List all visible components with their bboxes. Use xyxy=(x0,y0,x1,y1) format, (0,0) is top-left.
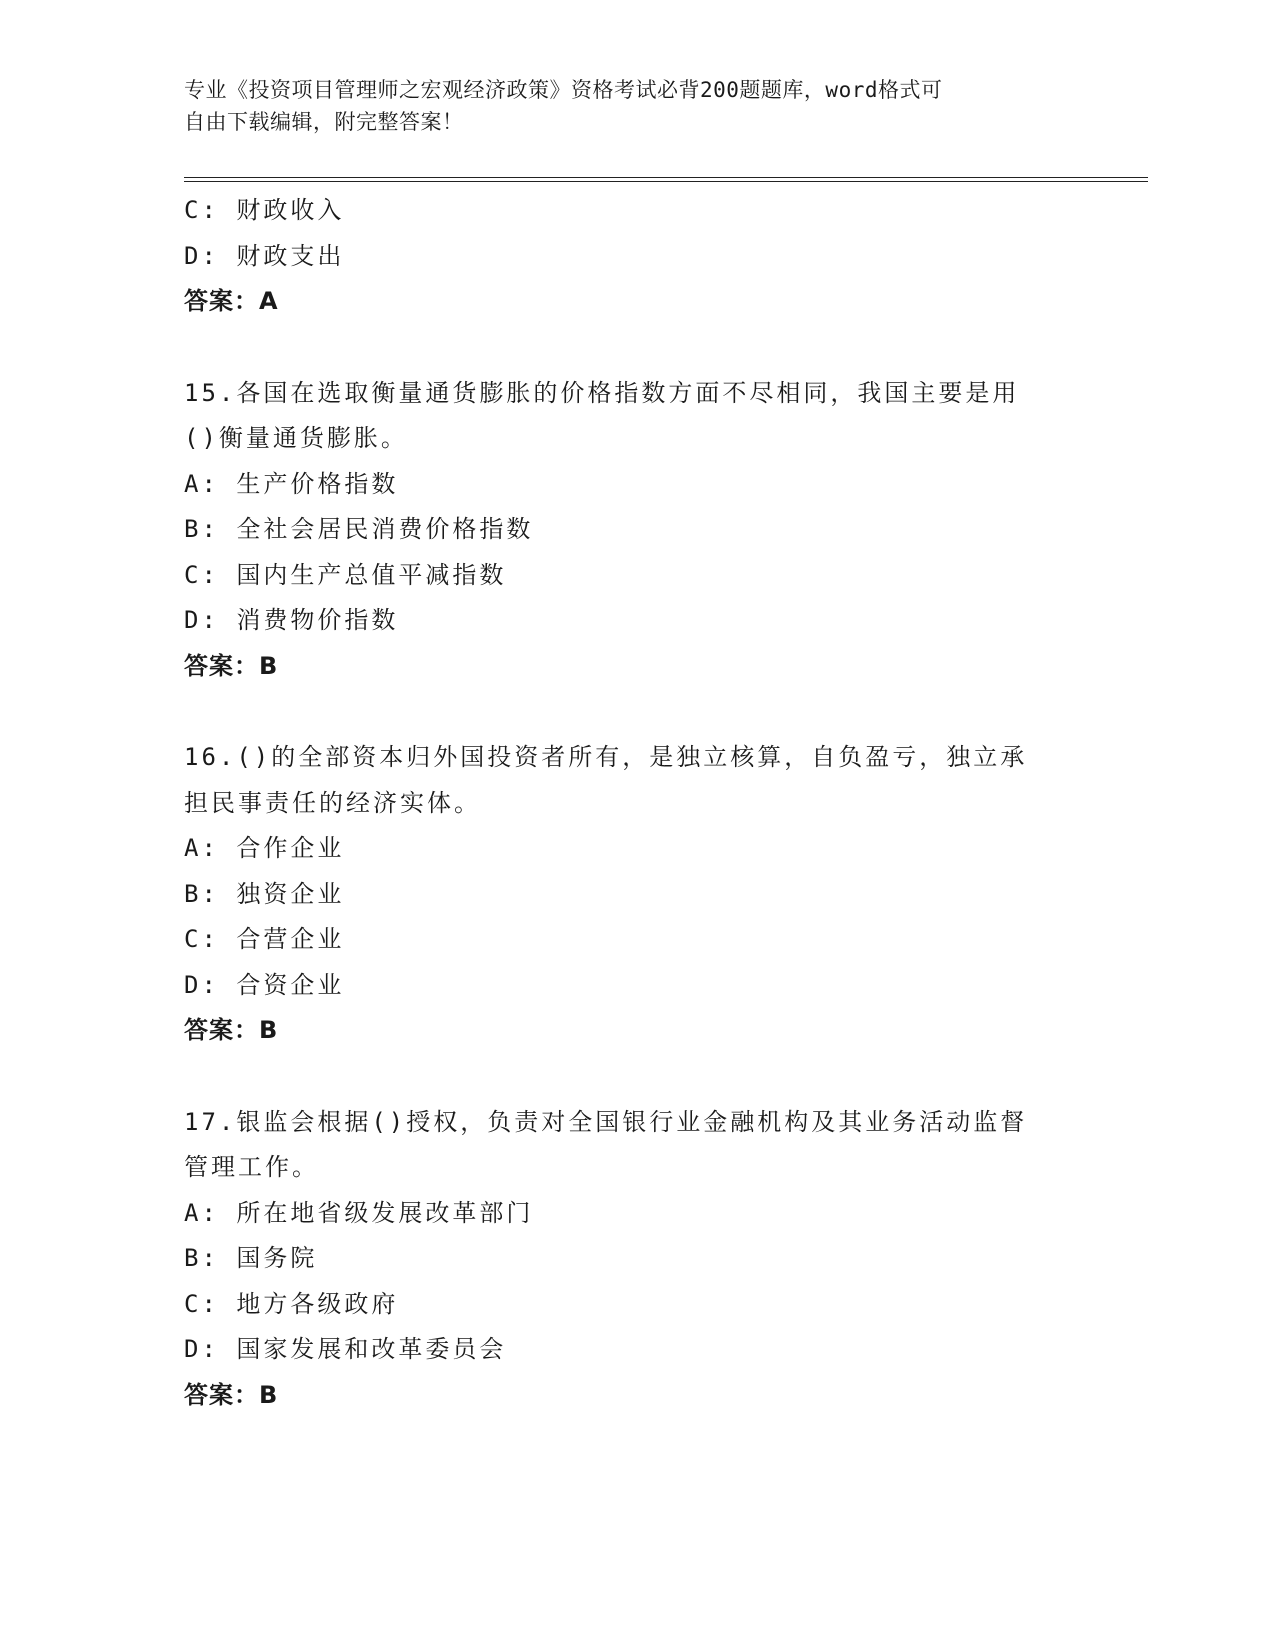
option-c: C: 合营企业 xyxy=(184,925,345,953)
header-title-line-1: 专业《投资项目管理师之宏观经济政策》资格考试必背200题题库，word格式可 xyxy=(184,78,943,102)
option-c: C: 地方各级政府 xyxy=(184,1289,399,1318)
option-b: B: 国务院 xyxy=(184,1244,318,1272)
header-title-line-2: 自由下载编辑，附完整答案！ xyxy=(184,110,464,134)
option-c: C: 国内生产总值平减指数 xyxy=(184,560,507,589)
option-b: B: 全社会居民消费价格指数 xyxy=(184,515,534,543)
option-a: A: 生产价格指数 xyxy=(184,469,399,498)
option-a: A: 合作企业 xyxy=(184,834,345,862)
option-d: D: 国家发展和改革委员会 xyxy=(184,1335,507,1363)
header-divider-top xyxy=(184,177,1148,178)
question-text-line-1: 17.银监会根据()授权，负责对全国银行业金融机构及其业务活动监督 xyxy=(184,1107,1028,1136)
document-header xyxy=(184,74,1084,138)
previous-question-tail xyxy=(184,188,1084,325)
question-17 xyxy=(184,1100,1084,1419)
question-text-line-1: 16.()的全部资本归外国投资者所有，是独立核算，自负盈亏，独立承 xyxy=(184,743,1028,771)
answer-line: 答案：A xyxy=(184,287,279,315)
option-d: D: 财政支出 xyxy=(184,241,345,270)
question-16 xyxy=(184,735,1084,1054)
option-d: D: 合资企业 xyxy=(184,970,345,999)
question-text-line-2: 管理工作。 xyxy=(184,1153,319,1181)
question-15 xyxy=(184,371,1084,690)
answer-line: 答案：B xyxy=(184,651,279,680)
answer-line: 答案：B xyxy=(184,1380,279,1409)
question-text-line-2: 担民事责任的经济实体。 xyxy=(184,788,481,817)
header-divider-bottom xyxy=(184,181,1148,182)
question-content xyxy=(184,188,1084,1418)
question-text-line-1: 15.各国在选取衡量通货膨胀的价格指数方面不尽相同，我国主要是用 xyxy=(184,378,1020,407)
option-d: D: 消费物价指数 xyxy=(184,606,399,634)
option-b: B: 独资企业 xyxy=(184,879,345,908)
question-text-line-2: ()衡量通货膨胀。 xyxy=(184,424,408,452)
answer-line: 答案：B xyxy=(184,1016,279,1044)
option-a: A: 所在地省级发展改革部门 xyxy=(184,1198,534,1227)
option-c: C: 财政收入 xyxy=(184,196,345,224)
